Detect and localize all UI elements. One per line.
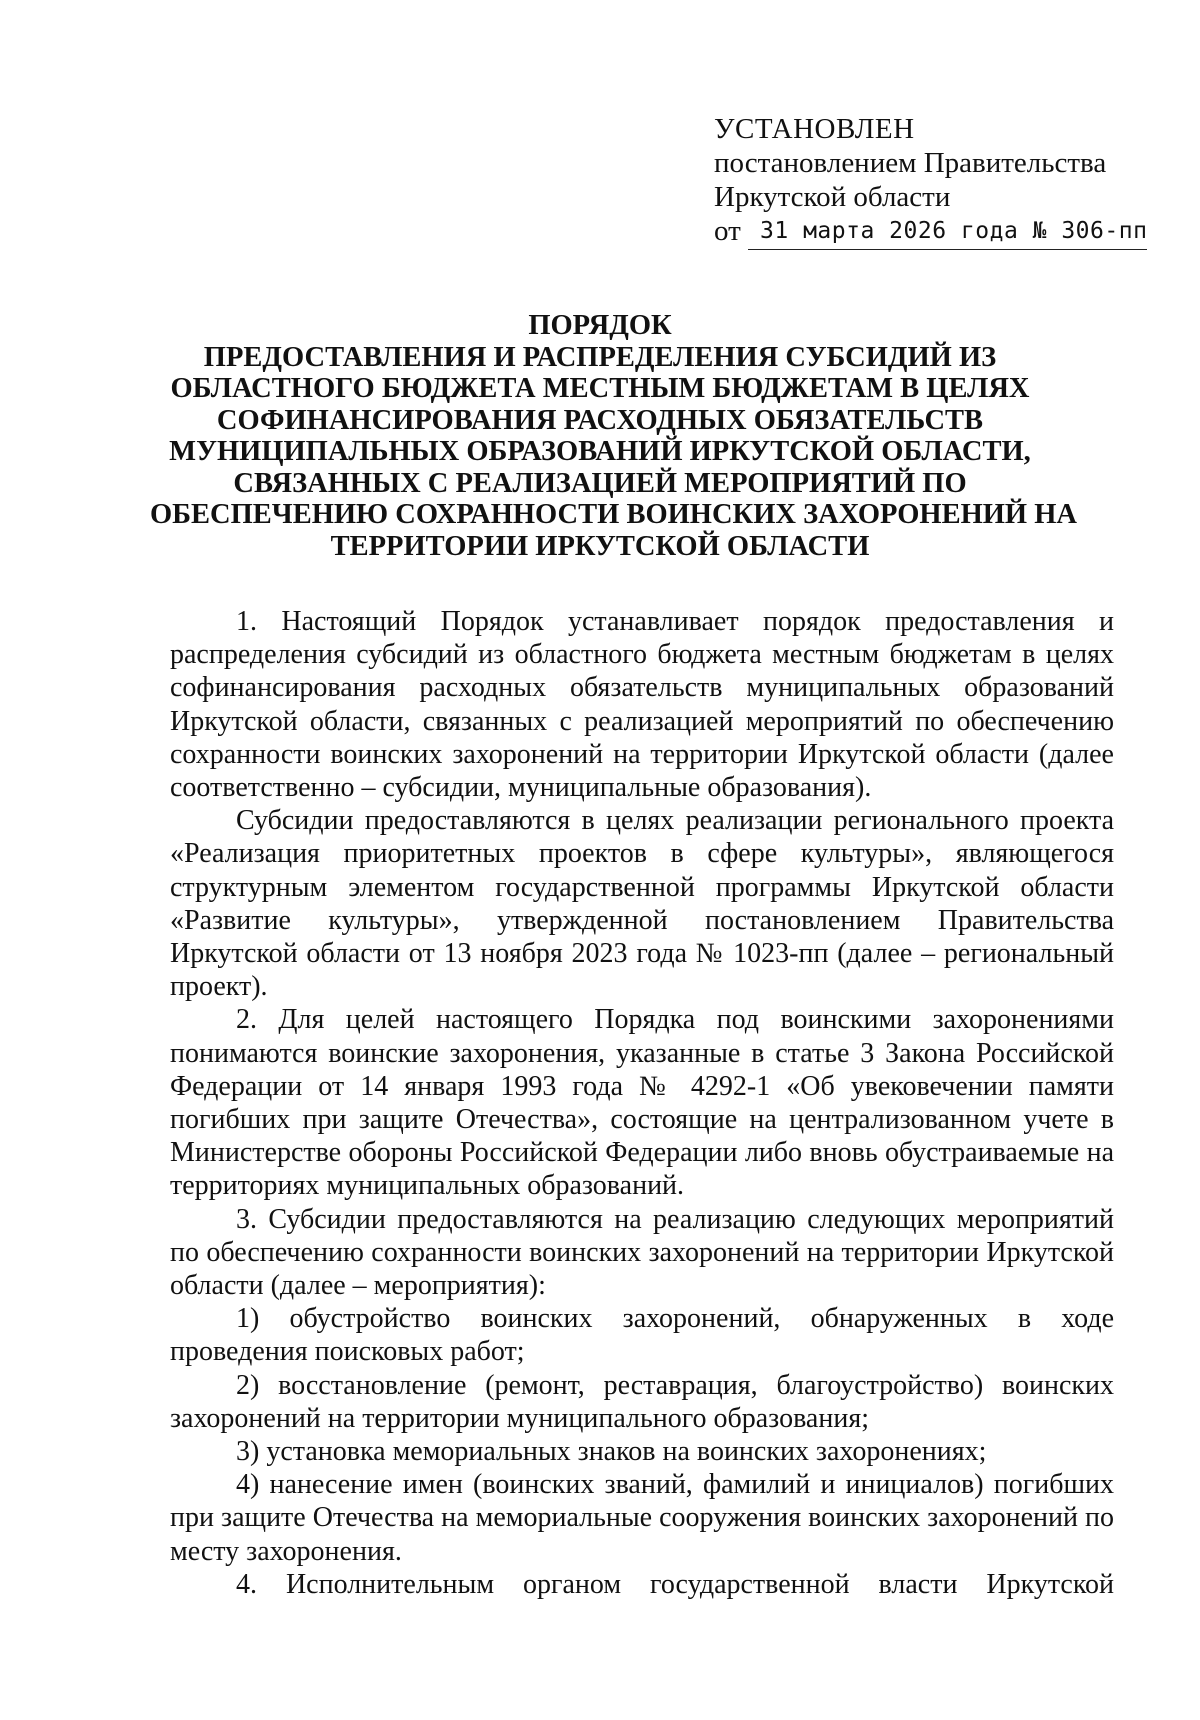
list-item-4: 4) нанесение имен (воинских званий, фамилий и инициалов) погибших при защите Отечества на мемориальные сооружения воинских захоронений по месту захоронения. bbox=[170, 1469, 1114, 1567]
title-line: МУНИЦИПАЛЬНЫХ ОБРАЗОВАНИЙ ИРКУТСКОЙ ОБЛАСТИ, bbox=[169, 436, 1031, 467]
title-line: ОБЕСПЕЧЕНИЮ СОХРАННОСТИ ВОИНСКИХ ЗАХОРОНЕНИЙ НА bbox=[150, 499, 1077, 530]
paragraph-4: 4. Исполнительным органом государственной власти Иркутской bbox=[236, 1568, 1114, 1600]
approval-date-prefix: от bbox=[714, 215, 741, 247]
list-item-3: 3) установка мемориальных знаков на воинских захоронениях; bbox=[236, 1436, 987, 1468]
paragraph-1: 1. Настоящий Порядок устанавливает порядок предоставления и распределения субсидий из областного бюджета местным бюджетам в целях софинансирования расходных обязательств муниципальных образований Иркутской области, связанных с реализацией мероприятий по обеспечению сохранности воинских захоронений на территории Иркутской области (далее соответственно – субсидии, муниципальные образования). bbox=[170, 606, 1114, 804]
list-item-2: 2) восстановление (ремонт, реставрация, благоустройство) воинских захоронений на территории муниципального образования; bbox=[170, 1369, 1114, 1434]
approval-line-1: постановлением Правительства bbox=[714, 147, 1107, 179]
approval-date-line bbox=[714, 214, 1154, 250]
approval-date-value: 31 марта 2026 года № 306-пп bbox=[748, 214, 1147, 250]
approval-stamp-block bbox=[714, 112, 1154, 250]
paragraph-3: 3. Субсидии предоставляются на реализацию следующих мероприятий по обеспечению сохранности воинских захоронений на территории Иркутской области (далее – мероприятия): bbox=[170, 1203, 1114, 1302]
title-heading: ПОРЯДОК bbox=[528, 310, 672, 341]
paragraph-2: 2. Для целей настоящего Порядка под воинскими захоронениями понимаются воинские захоронения, указанные в статье 3 Закона Российской Федерации от 14 января 1993 года № 4292-1 «Об увековечении памяти погибших при защите Отечества», состоящие на централизованном учете в Министерстве обороны Российской Федерации либо вновь обустраиваемые на территориях муниципальных образований. bbox=[170, 1004, 1114, 1202]
title-line: ОБЛАСТНОГО БЮДЖЕТА МЕСТНЫМ БЮДЖЕТАМ В ЦЕЛЯХ bbox=[170, 373, 1030, 404]
paragraph-1-subsidies: Субсидии предоставляются в целях реализации регионального проекта «Реализация приоритетных проектов в сфере культуры», являющегося структурным элементом государственной программы Иркутской области «Развитие культуры», утвержденной постановлением Правительства Иркутской области от 13 ноября 2023 года № 1023-пп (далее – региональный проект). bbox=[170, 805, 1114, 1003]
title-line: ТЕРРИТОРИИ ИРКУТСКОЙ ОБЛАСТИ bbox=[330, 530, 870, 562]
approval-line-2: Иркутской области bbox=[714, 181, 951, 213]
document-body bbox=[170, 605, 1114, 1601]
document-title bbox=[150, 310, 1077, 562]
title-line: СВЯЗАННЫХ С РЕАЛИЗАЦИЕЙ МЕРОПРИЯТИЙ ПО bbox=[233, 467, 967, 499]
title-line: СОФИНАНСИРОВАНИЯ РАСХОДНЫХ ОБЯЗАТЕЛЬСТВ bbox=[216, 404, 984, 436]
approval-status: УСТАНОВЛЕН bbox=[714, 113, 915, 145]
list-item-1: 1) обустройство воинских захоронений, обнаруженных в ходе проведения поисковых работ; bbox=[170, 1303, 1114, 1368]
title-line: ПРЕДОСТАВЛЕНИЯ И РАСПРЕДЕЛЕНИЯ СУБСИДИЙ ИЗ bbox=[203, 341, 997, 373]
